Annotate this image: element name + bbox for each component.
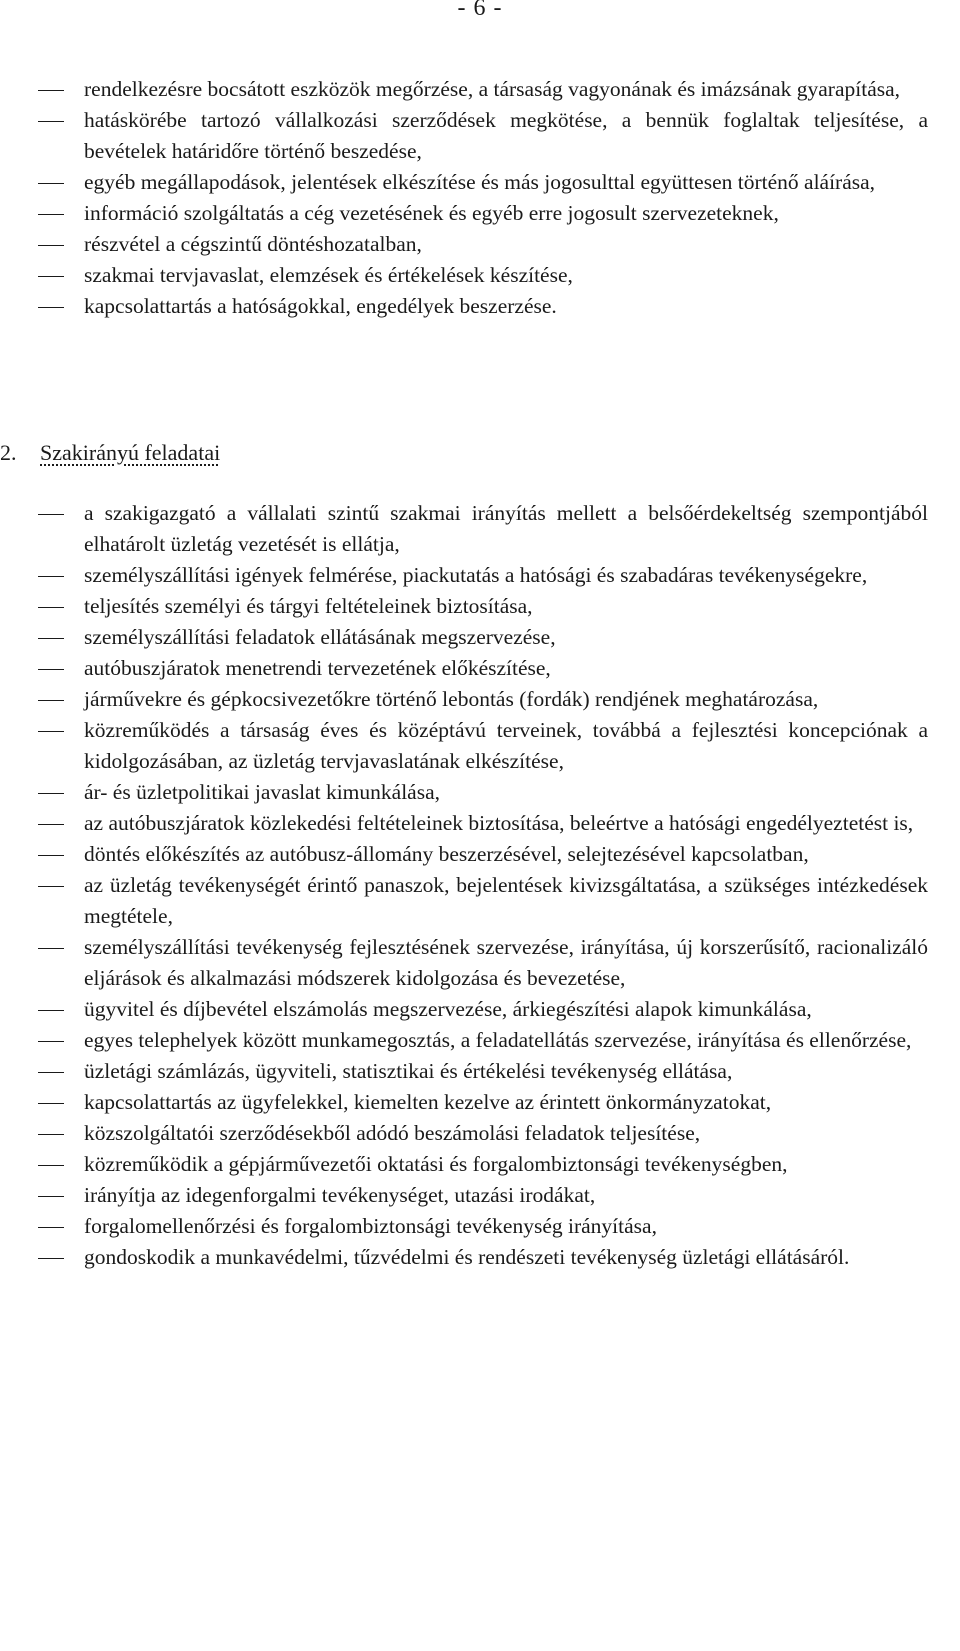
list-item-text: egyes telephelyek között munkamegosztás, a feladatellátás szervezése, irányítása és ellenőrzése,	[84, 1028, 912, 1052]
list-item	[0, 653, 960, 684]
dash-bullet	[38, 214, 64, 215]
list-item	[0, 498, 960, 560]
dash-bullet	[38, 1010, 64, 1011]
dash-bullet	[38, 1227, 64, 1228]
list-item	[0, 622, 960, 653]
list-item-text: a szakigazgató a vállalati szintű szakmai irányítás mellett a belsőérdekeltség szempontjából elhatárolt üzletág vezetését is ellátja,	[84, 501, 928, 556]
dash-bullet	[38, 183, 64, 184]
list-item-text: közreműködik a gépjárművezetői oktatási és forgalombiztonsági tevékenységben,	[84, 1152, 788, 1176]
list-item-text: döntés előkészítés az autóbusz-állomány beszerzésével, selejtezésével kapcsolatban,	[84, 842, 809, 866]
list-item	[0, 1118, 960, 1149]
dash-bullet	[38, 948, 64, 949]
list-item-text: kapcsolattartás a hatóságokkal, engedélyek beszerzése.	[84, 294, 557, 318]
section-heading	[0, 438, 220, 468]
page-number: - 6 -	[457, 0, 503, 21]
list-item	[0, 808, 960, 839]
dash-bullet	[38, 1196, 64, 1197]
dash-bullet	[38, 576, 64, 577]
dash-bullet	[38, 731, 64, 732]
list-item	[0, 1025, 960, 1056]
dash-bullet	[38, 1041, 64, 1042]
list-item-text: szakmai tervjavaslat, elemzések és értékelések készítése,	[84, 263, 573, 287]
dash-bullet	[38, 607, 64, 608]
list-item-text: autóbuszjáratok menetrendi tervezetének előkészítése,	[84, 656, 551, 680]
list-item-text: közreműködés a társaság éves és középtávú terveinek, továbbá a fejlesztési koncepciónak a kidolgozásában, az üzletág tervjavaslatának elkészítése,	[84, 718, 928, 773]
dash-bullet	[38, 700, 64, 701]
dash-bullet	[38, 307, 64, 308]
list-item	[0, 560, 960, 591]
list-item-text: személyszállítási igények felmérése, piackutatás a hatósági és szabadáras tevékenységekre,	[84, 563, 868, 587]
list-item-text: részvétel a cégszintű döntéshozatalban,	[84, 232, 422, 256]
dash-bullet	[38, 90, 64, 91]
list-item-text: közszolgáltatói szerződésekből adódó beszámolási feladatok teljesítése,	[84, 1121, 701, 1145]
list-item	[0, 1056, 960, 1087]
list-item-text: személyszállítási feladatok ellátásának megszervezése,	[84, 625, 556, 649]
dash-bullet	[38, 1134, 64, 1135]
list-item	[0, 870, 960, 932]
dash-bullet	[38, 824, 64, 825]
list-item	[0, 260, 960, 291]
list-item	[0, 994, 960, 1025]
list-item-text: ár- és üzletpolitikai javaslat kimunkálása,	[84, 780, 440, 804]
dash-bullet	[38, 1103, 64, 1104]
list-item-text: üzletági számlázás, ügyviteli, statisztikai és értékelési tevékenység ellátása,	[84, 1059, 733, 1083]
list-item	[0, 105, 960, 167]
list-item-text: személyszállítási tevékenység fejlesztésének szervezése, irányítása, új korszerűsítő, racionalizáló eljárások és alkalmazási módszerek kidolgozása és bevezetése,	[84, 935, 928, 990]
list-item-text: járművekre és gépkocsivezetőkre történő lebontás (fordák) rendjének meghatározása,	[84, 687, 819, 711]
list-item-text: hatáskörébe tartozó vállalkozási szerződések megkötése, a bennük foglaltak teljesítése, a bevételek határidőre történő beszedése,	[84, 108, 928, 163]
list-item	[0, 1242, 960, 1273]
duties-list-specialized	[0, 498, 960, 1273]
list-item-text: rendelkezésre bocsátott eszközök megőrzése, a társaság vagyonának és imázsának gyarapítása,	[84, 77, 901, 101]
dash-bullet	[38, 793, 64, 794]
dash-bullet	[38, 669, 64, 670]
dash-bullet	[38, 855, 64, 856]
dash-bullet	[38, 121, 64, 122]
list-item	[0, 1087, 960, 1118]
list-item	[0, 1180, 960, 1211]
list-item	[0, 684, 960, 715]
list-item	[0, 198, 960, 229]
list-item	[0, 229, 960, 260]
dash-bullet	[38, 1072, 64, 1073]
list-item	[0, 167, 960, 198]
list-item	[0, 74, 960, 105]
list-item	[0, 777, 960, 808]
duties-list-general	[0, 74, 960, 322]
list-item	[0, 1149, 960, 1180]
list-item-text: az autóbuszjáratok közlekedési feltételeinek biztosítása, beleértve a hatósági engedélyeztetést is,	[84, 811, 914, 835]
dash-bullet	[38, 1165, 64, 1166]
dash-bullet	[38, 276, 64, 277]
list-item-text: kapcsolattartás az ügyfelekkel, kiemelten kezelve az érintett önkormányzatokat,	[84, 1090, 772, 1114]
section-number: 2.	[0, 440, 17, 465]
dash-bullet	[38, 514, 64, 515]
section-title: Szakirányú feladatai	[40, 440, 221, 465]
list-item-text: ügyvitel és díjbevétel elszámolás megszervezése, árkiegészítési alapok kimunkálása,	[84, 997, 812, 1021]
list-item	[0, 291, 960, 322]
list-item-text: az üzletág tevékenységét érintő panaszok, bejelentések kivizsgáltatása, a szükséges intézkedések megtétele,	[84, 873, 928, 928]
list-item-text: teljesítés személyi és tárgyi feltételeinek biztosítása,	[84, 594, 533, 618]
list-item	[0, 932, 960, 994]
dash-bullet	[38, 1258, 64, 1259]
list-item	[0, 1211, 960, 1242]
list-item-text: gondoskodik a munkavédelmi, tűzvédelmi és rendészeti tevékenység üzletági ellátásáról.	[84, 1245, 850, 1269]
dash-bullet	[38, 638, 64, 639]
list-item-text: egyéb megállapodások, jelentések elkészítése és más jogosulttal együttesen történő aláírása,	[84, 170, 876, 194]
list-item	[0, 715, 960, 777]
dash-bullet	[38, 886, 64, 887]
list-item-text: irányítja az idegenforgalmi tevékenységet, utazási irodákat,	[84, 1183, 596, 1207]
list-item-text: információ szolgáltatás a cég vezetésének és egyéb erre jogosult szervezeteknek,	[84, 201, 779, 225]
list-item-text: forgalomellenőrzési és forgalombiztonsági tevékenység irányítása,	[84, 1214, 657, 1238]
dash-bullet	[38, 245, 64, 246]
list-item	[0, 591, 960, 622]
list-item	[0, 839, 960, 870]
